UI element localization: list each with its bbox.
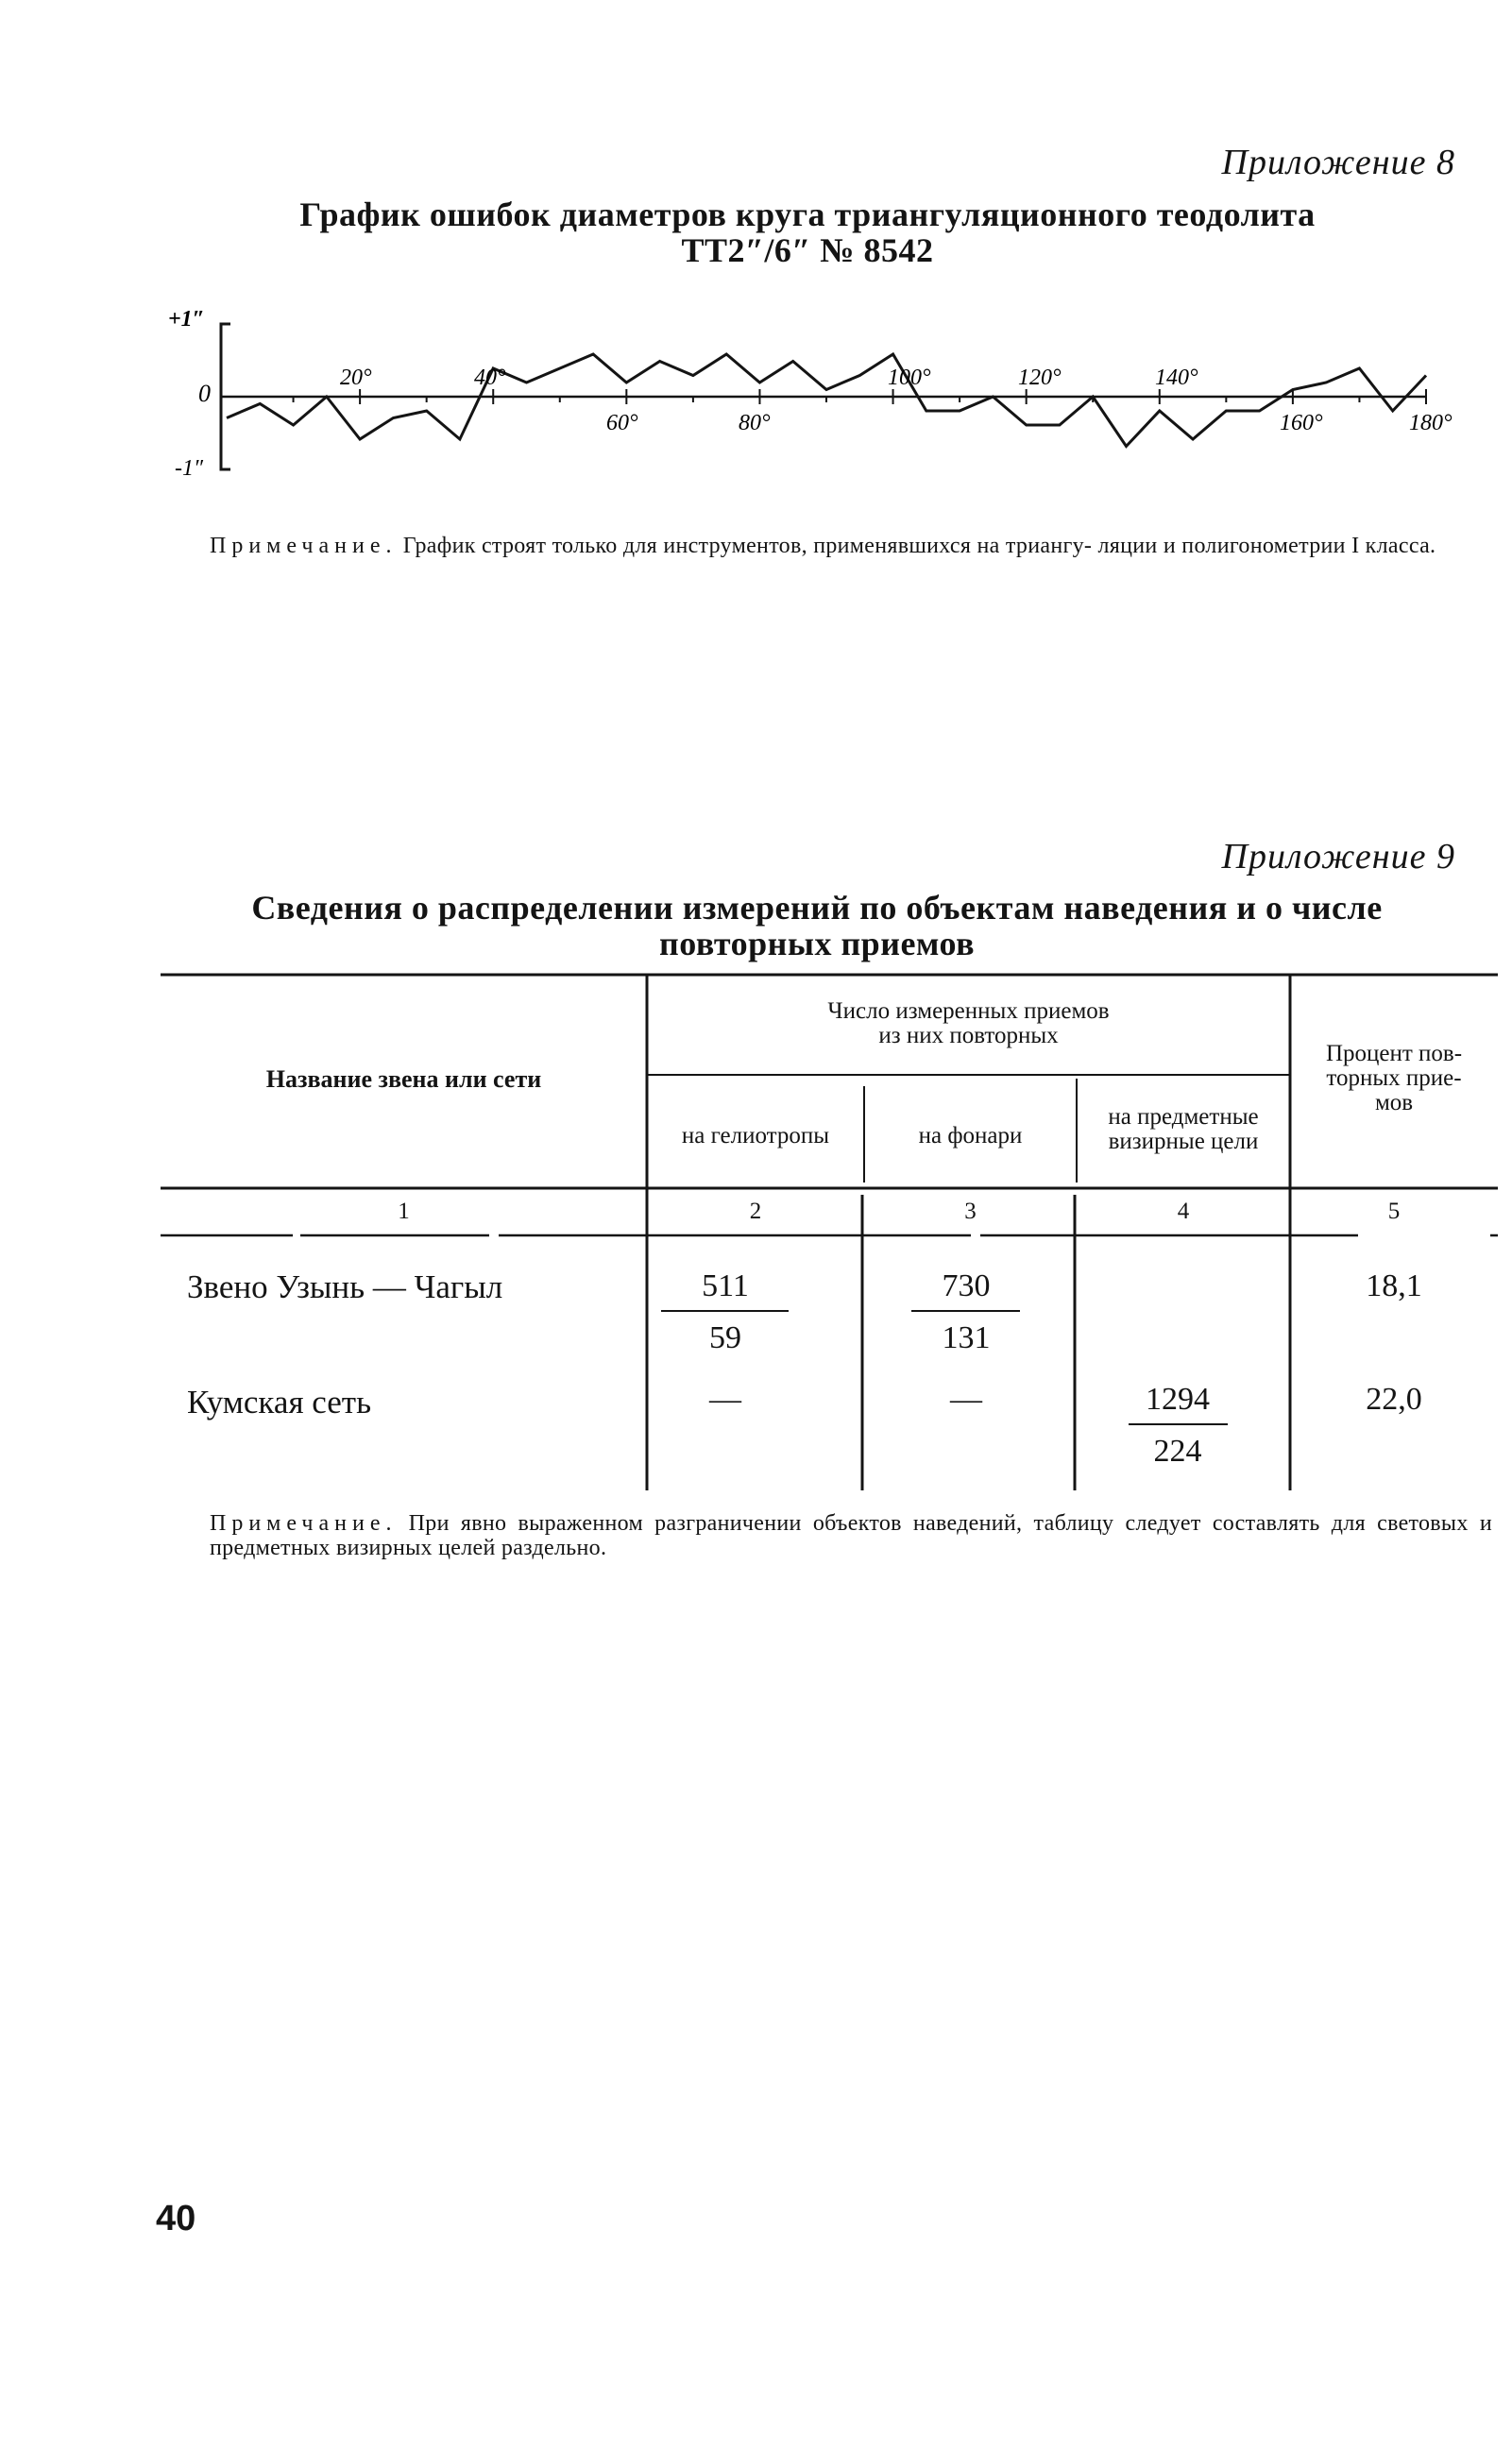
x-label-140: 140°	[1155, 366, 1198, 390]
header-percent-line1: Процент пов-	[1325, 1041, 1463, 1066]
header-percent-line3: мов	[1374, 1090, 1414, 1115]
appendix-9-note	[210, 1511, 1492, 1560]
helio-value: —	[709, 1382, 741, 1417]
header-group-line2: из них повторных	[878, 1023, 1059, 1048]
appendix-9-label: Приложение 9	[1221, 837, 1455, 876]
row-name: Звено Узынь — Чагыл	[187, 1268, 503, 1305]
x-label-180: 180°	[1409, 411, 1453, 435]
x-label-20: 20°	[340, 366, 372, 390]
appendix-8-label: Приложение 8	[1221, 143, 1455, 182]
y-label-minus1: -1″	[175, 456, 203, 481]
x-label-100: 100°	[888, 366, 931, 390]
targets-repeated: 224	[1153, 1434, 1202, 1469]
appendix-9-title-line1: Сведения о распределении измерений по объектам наведения и о числе	[251, 889, 1383, 927]
col-number-5: 5	[1387, 1199, 1401, 1224]
x-label-120: 120°	[1018, 366, 1062, 390]
appendix-8-title-line2: ТТ2″/6″ № 8542	[681, 231, 934, 269]
col-number-4: 4	[1177, 1199, 1190, 1224]
header-group	[647, 999, 1290, 1048]
helio-value: 511	[702, 1268, 749, 1303]
note-text: При явно выраженном разграничении объектов наведений, таблицу следует составлять для световых и предметных визирных целей раздельно.	[210, 1511, 1492, 1560]
helio-repeated: 59	[709, 1320, 741, 1355]
error-chart	[161, 298, 1483, 486]
lamps-value: 730	[942, 1268, 991, 1303]
distribution-table	[161, 973, 1498, 1502]
percent-value: 18,1	[1366, 1268, 1422, 1303]
header-percent-line2: торных прие-	[1326, 1065, 1462, 1091]
lamps-repeated: 131	[942, 1320, 991, 1355]
col-number-3: 3	[964, 1199, 977, 1224]
appendix-9-title	[189, 890, 1445, 961]
note-word: Примечание.	[210, 1511, 398, 1536]
col-number-2: 2	[749, 1199, 762, 1224]
header-helio: на гелиотропы	[681, 1123, 830, 1148]
note-text: График строят только для инструментов, применявшихся на триангу- ляции и полигонометрии I класса.	[402, 534, 1436, 558]
header-targets-line2: визирные цели	[1108, 1129, 1259, 1154]
header-percent	[1290, 1042, 1498, 1115]
header-name: Название звена или сети	[265, 1065, 542, 1093]
x-label-80: 80°	[739, 411, 771, 435]
row-name: Кумская сеть	[187, 1384, 372, 1421]
x-label-40: 40°	[474, 366, 506, 390]
header-group-line1: Число измеренных приемов	[827, 998, 1110, 1024]
y-label-zero: 0	[198, 380, 211, 407]
header-targets-line1: на предметные	[1108, 1104, 1259, 1130]
appendix-8-note	[210, 534, 1489, 558]
note-word: Примечание.	[210, 534, 398, 558]
header-targets	[1077, 1105, 1290, 1154]
x-label-60: 60°	[606, 411, 638, 435]
appendix-8-title-line1: График ошибок диаметров круга триангуляционного теодолита	[299, 196, 1316, 233]
col-number-1: 1	[398, 1199, 410, 1224]
targets-value: 1294	[1146, 1382, 1210, 1417]
lamps-value: —	[950, 1382, 982, 1417]
header-lamps: на фонари	[918, 1123, 1023, 1148]
percent-value: 22,0	[1366, 1382, 1422, 1417]
page-number: 40	[156, 2199, 196, 2238]
appendix-9-title-line2: повторных приемов	[658, 925, 976, 962]
x-label-160: 160°	[1280, 411, 1323, 435]
y-label-plus1: +1″	[168, 307, 205, 332]
appendix-8-title	[217, 196, 1398, 268]
